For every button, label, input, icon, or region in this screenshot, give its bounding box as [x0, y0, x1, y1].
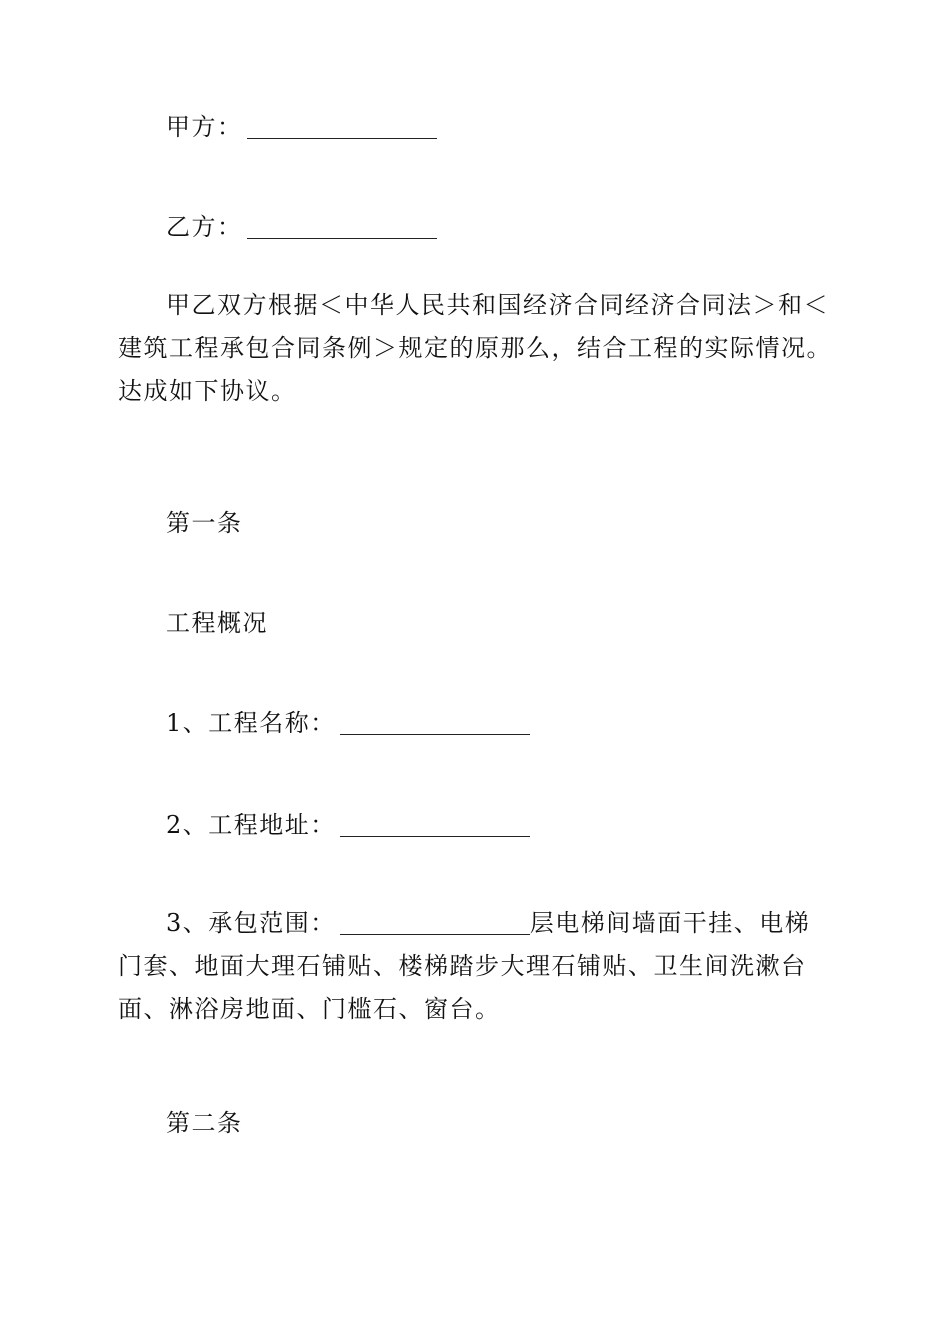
party-a-label: 甲方： — [166, 113, 243, 141]
party-b-blank — [247, 214, 437, 239]
party-b-line — [118, 206, 886, 249]
item-1-blank — [340, 710, 530, 735]
item-3-text: 层电梯间墙面干挂、电梯门套、地面大理石铺贴、楼梯踏步大理石铺贴、卫生间洗漱台面、淋浴房地面、门槛石、窗台。 — [118, 909, 811, 1023]
item-3-paragraph — [118, 902, 834, 1031]
party-a-blank — [247, 114, 437, 139]
party-b-label: 乙方： — [166, 213, 243, 241]
party-a-line — [118, 106, 886, 149]
intro-paragraph: 甲乙双方根据＜中华人民共和国经济合同经济合同法＞和＜建筑工程承包合同条例＞规定的原那么，结合工程的实际情况。达成如下协议。 — [118, 291, 832, 405]
item-3-label: 3、承包范围： — [166, 909, 336, 937]
item-1-label: 1、工程名称： — [166, 709, 336, 737]
item-1-line — [118, 702, 886, 745]
item-3-blank — [340, 910, 530, 935]
item-2-label: 2、工程地址： — [166, 811, 336, 839]
item-2-line — [118, 804, 886, 847]
section-overview-heading: 工程概况 — [166, 609, 268, 637]
item-2-blank — [340, 812, 530, 837]
article-2-heading: 第二条 — [166, 1109, 243, 1137]
article-1-heading: 第一条 — [166, 509, 243, 537]
